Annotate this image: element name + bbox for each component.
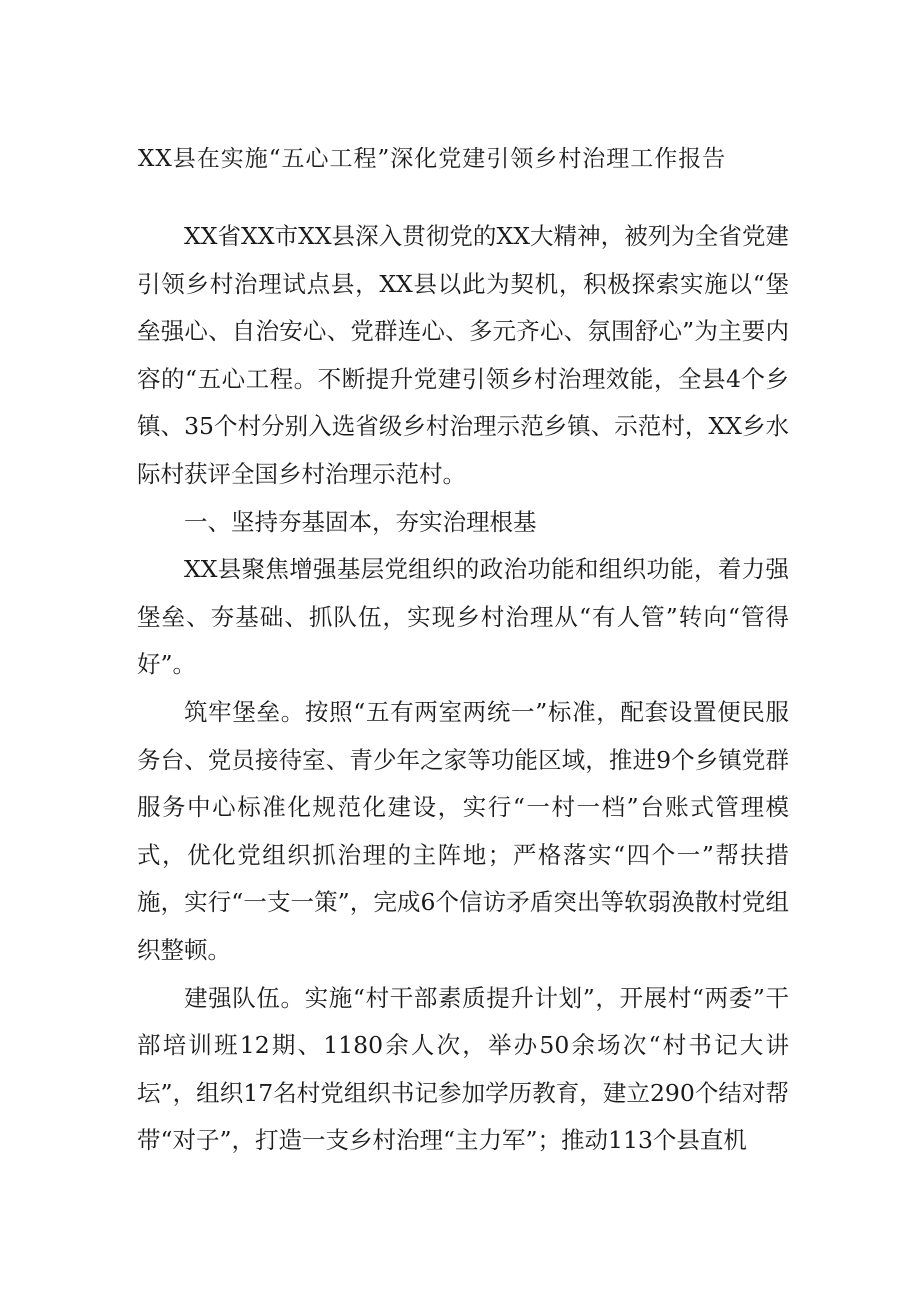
document-body [137,213,789,1165]
document-title: XX县在实施“五心工程”深化党建引领乡村治理工作报告 [138,146,727,172]
paragraph-build-team: 建强队伍。实施“村干部素质提升计划”，开展村“两委”干部培训班12期、1180余人次，举办50余场次“村书记大讲坛”，组织17名村党组织书记参加学历教育，建立290个结对帮带“对子”，打造一支乡村治理“主力军”；推动113个县直机 [137,983,789,1155]
section-heading-1: 一、坚持夯基固本，夯实治理根基 [184,507,537,536]
paragraph-intro: XX省XX市XX县深入贯彻党的XX大精神，被列为全省党建引领乡村治理试点县，XX县以此为契机，积极探索实施以“堡垒强心、自治安心、党群连心、多元齐心、氛围舒心”为主要内容的“五心工程。不断提升党建引领乡村治理效能，全县4个乡镇、35个村分别入选省级乡村治理示范乡镇、示范村，XX乡水际村获评全国乡村治理示范村。 [137,222,789,488]
paragraph-section-1-summary: XX县聚焦增强基层党组织的政治功能和组织功能，着力强堡垒、夯基础、抓队伍，实现乡村治理从“有人管”转向“管得好”。 [137,555,789,679]
paragraph-strengthen-fortress: 筑牢堡垒。按照“五有两室两统一”标准，配套设置便民服务台、党员接待室、青少年之家等功能区域，推进9个乡镇党群服务中心标准化规范化建设，实行“一村一档”台账式管理模式，优化党组织抓治理的主阵地；严格落实“四个一”帮扶措施，实行“一支一策”，完成6个信访矛盾突出等软弱涣散村党组织整顿。 [137,697,789,964]
